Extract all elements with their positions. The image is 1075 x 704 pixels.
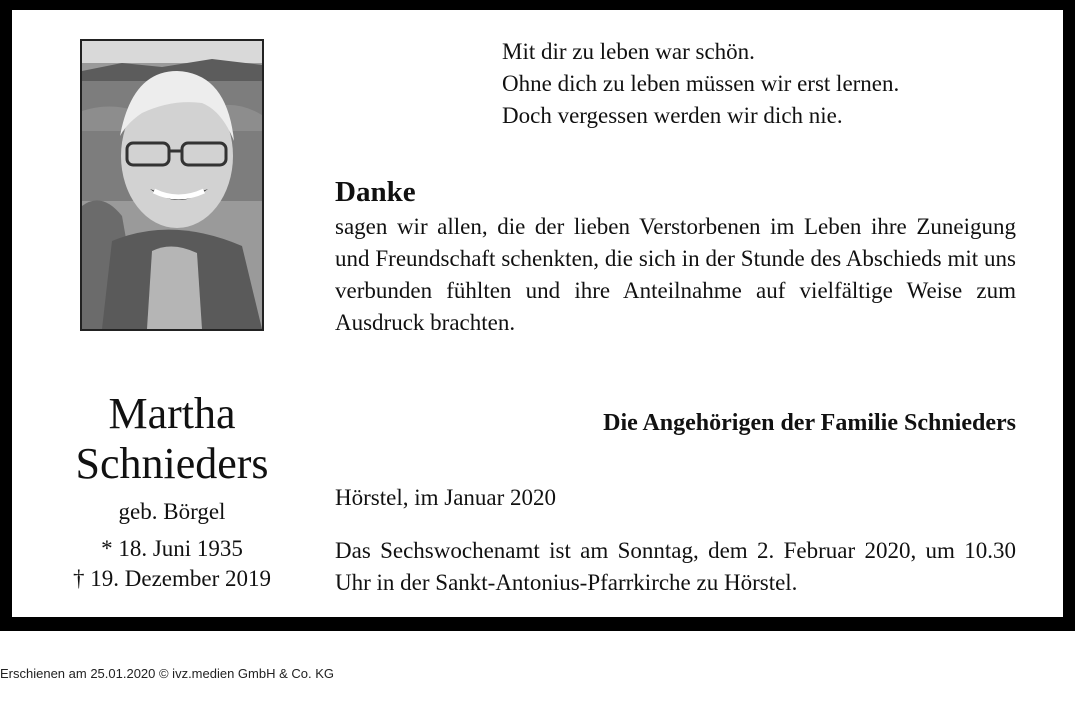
- portrait-photo: [80, 39, 264, 331]
- deceased-last-name: Schnieders: [75, 439, 269, 488]
- poem: [502, 36, 899, 132]
- birth-date: * 18. Juni 1935: [101, 536, 243, 561]
- poem-line: Ohne dich zu leben müssen wir erst lernen.: [502, 71, 900, 96]
- family-signature: Die Angehörigen der Familie Schnieders: [603, 410, 1016, 436]
- thanks-title: Danke: [335, 176, 416, 208]
- service-announcement: Das Sechswochenamt ist am Sonntag, dem 2. Februar 2020, um 10.30 Uhr in der Sankt-Antonius-Pfarrkirche zu Hörstel.: [335, 538, 1016, 595]
- thanks-text: sagen wir allen, die der lieben Verstorbenen im Leben ihre Zuneigung und Freundschaft schenkten, die sich in der Stunde des Abschieds mit uns verbunden fühlten und ihre Anteilnahme auf vielfältige Weise zum Ausdruck brachten.: [335, 214, 1016, 335]
- death-date: † 19. Dezember 2019: [73, 566, 271, 591]
- poem-line: Mit dir zu leben war schön.: [502, 39, 755, 64]
- place-date: Hörstel, im Januar 2020: [335, 485, 557, 510]
- deceased-first-name: Martha: [108, 389, 236, 438]
- obituary-card: [12, 10, 1063, 617]
- maiden-name: geb. Börgel: [118, 499, 226, 524]
- publication-footer: Erschienen am 25.01.2020 © ivz.medien GmbH & Co. KG: [0, 666, 335, 681]
- poem-line: Doch vergessen werden wir dich nie.: [502, 103, 843, 128]
- life-dates: [42, 534, 302, 594]
